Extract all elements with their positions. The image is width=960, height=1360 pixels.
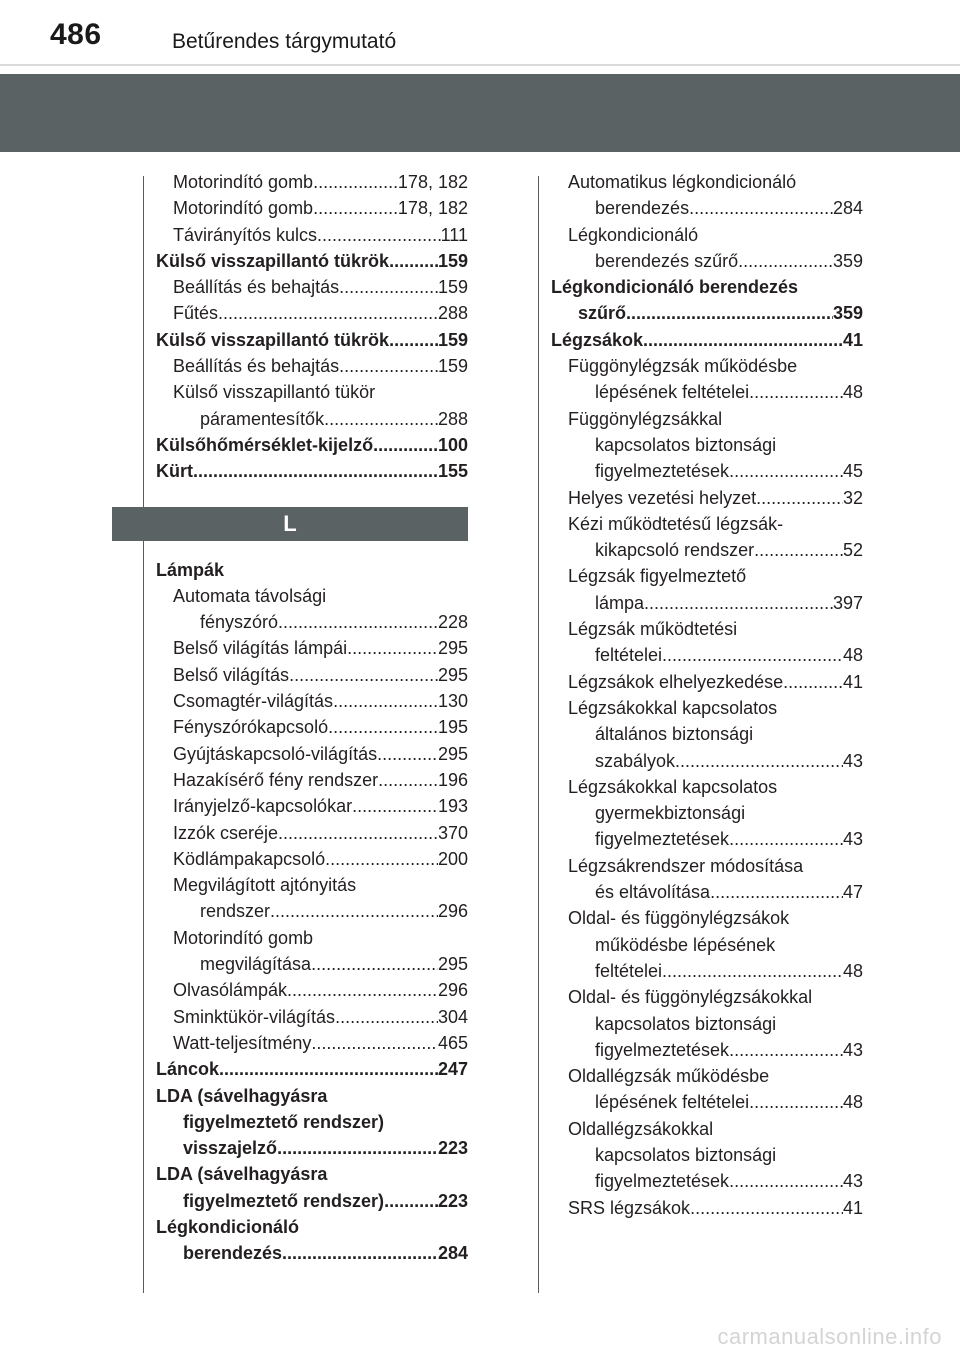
index-entry-page: 288 — [437, 408, 468, 429]
dot-leader — [335, 1004, 438, 1030]
index-entry — [156, 688, 468, 714]
index-entry-text: Külső visszapillantó tükör — [173, 382, 376, 403]
index-entry-page: 195 — [437, 717, 468, 738]
index-entry-text: rendszer — [200, 901, 271, 922]
index-entry-page: 295 — [437, 743, 468, 764]
index-entry — [156, 1083, 468, 1109]
middle-column-rule — [538, 176, 539, 1293]
index-entry — [551, 406, 863, 432]
index-entry-text: visszajelző — [183, 1138, 278, 1159]
index-entry — [156, 169, 468, 195]
index-entry-page: 159 — [437, 250, 468, 271]
index-entry — [156, 1188, 468, 1214]
index-entry — [156, 1240, 468, 1266]
index-entry-text: figyelmeztető rendszer) — [183, 1111, 385, 1132]
dot-leader — [749, 379, 843, 405]
index-entry-text: Csomagtér-világítás — [173, 691, 334, 712]
index-entry-text: Helyes vezetési helyzet — [568, 487, 757, 508]
index-entry-text: Légzsák működtetési — [568, 619, 738, 640]
index-entry — [551, 853, 863, 879]
index-entry — [551, 826, 863, 852]
dot-leader — [282, 1240, 438, 1266]
header-banner — [0, 74, 960, 152]
index-entry — [156, 300, 468, 326]
dot-leader — [352, 793, 438, 819]
index-entry — [156, 977, 468, 1003]
index-entry-page: 159 — [437, 277, 468, 298]
index-entry-text: páramentesítők — [200, 408, 325, 429]
index-entry — [156, 793, 468, 819]
index-entry-text: Sminktükör-világítás — [173, 1006, 336, 1027]
index-entry-text: Légzsákokkal kapcsolatos — [568, 697, 778, 718]
index-entry — [551, 1011, 863, 1037]
index-entry-page: 370 — [437, 822, 468, 843]
dot-leader — [754, 537, 843, 563]
dot-leader — [662, 958, 843, 984]
index-entry-text: Hazakísérő fény rendszer — [173, 769, 379, 790]
index-entry-text: Külső visszapillantó tükrök — [156, 329, 390, 350]
index-entry-text: működésbe lépésének — [595, 934, 776, 955]
index-entry — [551, 537, 863, 563]
index-entry — [156, 1214, 468, 1240]
index-entry — [551, 353, 863, 379]
index-entry-text: Légzsákok elhelyezkedése — [568, 671, 784, 692]
index-entry-text: Lámpák — [156, 559, 225, 580]
index-entry — [156, 432, 468, 458]
index-entry — [156, 379, 468, 405]
index-entry-page: 304 — [437, 1006, 468, 1027]
index-entry-page: 159 — [437, 356, 468, 377]
index-entry — [551, 721, 863, 747]
index-entry-page: 193 — [437, 796, 468, 817]
index-entry-page: 43 — [842, 750, 863, 771]
index-entry — [551, 379, 863, 405]
dot-leader — [384, 1188, 438, 1214]
index-entry — [551, 248, 863, 274]
index-entry-text: Beállítás és behajtás — [173, 356, 340, 377]
header-rule — [0, 64, 960, 66]
dot-leader — [389, 248, 438, 274]
index-entry-text: Motorindító gomb — [173, 172, 314, 192]
dot-leader — [278, 609, 438, 635]
index-entry-text: Légkondicionáló — [156, 1216, 300, 1237]
index-entry — [156, 1135, 468, 1161]
dot-leader — [756, 485, 843, 511]
index-entry-page: 41 — [842, 329, 863, 350]
index-entry — [156, 1056, 468, 1082]
index-entry-text: kikapcsoló rendszer — [595, 540, 755, 561]
dot-leader — [662, 642, 843, 668]
index-entry — [156, 274, 468, 300]
index-entry — [156, 820, 468, 846]
dot-leader — [729, 458, 843, 484]
index-entry — [156, 635, 468, 661]
index-entry-page: 130 — [437, 691, 468, 712]
index-entry-text: Belső világítás lámpái — [173, 638, 348, 659]
index-entry-page: 284 — [437, 1243, 468, 1264]
index-entry — [156, 248, 468, 274]
index-entry-text: Ködlámpakapcsoló — [173, 848, 326, 869]
index-entry-page: 111 — [440, 224, 468, 245]
index-entry-text: figyelmeztető rendszer) — [183, 1190, 385, 1211]
index-entry-page: 48 — [842, 382, 863, 403]
index-entry — [551, 169, 863, 195]
index-entry-text: Fűtés — [173, 303, 219, 324]
index-entry — [551, 563, 863, 589]
dot-leader — [377, 741, 438, 767]
index-entry-page: 43 — [842, 1171, 863, 1192]
index-entry-page: 223 — [437, 1190, 468, 1211]
index-entry-text: és eltávolítása — [595, 882, 711, 903]
index-entry — [156, 353, 468, 379]
index-entry-page: 41 — [842, 1197, 863, 1218]
index-entry — [551, 300, 863, 326]
index-entry-page: 178, 182 — [397, 198, 468, 219]
index-entry-text: Függönylégzsák működésbe — [568, 356, 798, 377]
index-entry — [156, 1109, 468, 1135]
index-entry-text: Légzsákokkal kapcsolatos — [568, 776, 778, 797]
index-entry-text: Külsőhőmérséklet-kijelző — [156, 434, 374, 455]
index-entry-text: Automatikus légkondicionáló — [568, 172, 797, 192]
index-group-k — [156, 169, 468, 485]
index-entry-text: LDA (sávelhagyásra — [156, 1164, 328, 1185]
index-entry-text: megvilágítása — [200, 954, 312, 975]
index-entry — [551, 748, 863, 774]
dot-leader — [313, 195, 398, 221]
dot-leader — [218, 300, 438, 326]
index-entry — [551, 1063, 863, 1089]
index-entry-text: figyelmeztetések — [595, 1171, 730, 1192]
dot-leader — [373, 432, 438, 458]
dot-leader — [710, 879, 843, 905]
index-entry — [156, 951, 468, 977]
index-entry-page: 178, 182 — [397, 172, 468, 192]
index-entry — [156, 1004, 468, 1030]
index-entry-text: Oldallégzsák működésbe — [568, 1066, 770, 1087]
dot-leader — [783, 669, 843, 695]
index-entry-text: Motorindító gomb — [173, 927, 314, 948]
dot-leader — [311, 1030, 438, 1056]
index-entry — [156, 583, 468, 609]
index-entry — [551, 669, 863, 695]
index-entry — [551, 958, 863, 984]
dot-leader — [644, 590, 833, 616]
watermark: carmanualsonline.info — [717, 1324, 942, 1349]
index-entry — [551, 1142, 863, 1168]
index-column-right — [551, 169, 863, 1221]
index-entry — [156, 195, 468, 221]
index-entry — [551, 274, 863, 300]
index-entry-text: Fényszórókapcsoló — [173, 717, 329, 738]
dot-leader — [193, 458, 438, 484]
index-entry-text: Függönylégzsákkal — [568, 408, 723, 429]
section-header-l: L — [112, 507, 468, 541]
index-entry-text: Kézi működtetésű légzsák- — [568, 513, 784, 534]
index-entry — [156, 714, 468, 740]
index-entry — [551, 642, 863, 668]
index-entry — [551, 1116, 863, 1142]
index-entry-page: 41 — [842, 671, 863, 692]
index-entry-text: Légzsákok — [551, 329, 644, 350]
index-entry-page: 465 — [437, 1032, 468, 1053]
index-entry-page: 359 — [832, 303, 863, 324]
index-entry-page: 288 — [437, 303, 468, 324]
dot-leader — [287, 977, 438, 1003]
dot-leader — [389, 327, 438, 353]
index-entry-text: Légkondicionáló — [568, 224, 699, 245]
dot-leader — [339, 274, 438, 300]
index-entry — [156, 1030, 468, 1056]
index-entry-text: kapcsolatos biztonsági — [595, 1144, 777, 1165]
index-entry — [551, 1037, 863, 1063]
index-entry — [551, 1195, 863, 1221]
index-group-l — [156, 557, 468, 1267]
dot-leader — [729, 826, 843, 852]
index-entry-page: 48 — [842, 645, 863, 666]
index-entry — [551, 1168, 863, 1194]
dot-leader — [729, 1168, 843, 1194]
index-entry-text: berendezés — [183, 1243, 283, 1264]
dot-leader — [324, 406, 438, 432]
index-entry-page: 359 — [832, 250, 863, 271]
index-entry — [156, 662, 468, 688]
index-entry — [551, 984, 863, 1010]
page-title: Betűrendes tárgymutató — [172, 30, 397, 53]
index-entry-text: lépésének feltételei — [595, 382, 750, 403]
index-entry-text: figyelmeztetések — [595, 461, 730, 482]
index-entry — [551, 511, 863, 537]
index-entry — [156, 898, 468, 924]
index-entry-text: Izzók cseréje — [173, 822, 279, 843]
dot-leader — [311, 951, 438, 977]
index-entry-page: 247 — [437, 1059, 468, 1080]
dot-leader — [689, 195, 833, 221]
index-entry-text: Belső világítás — [173, 664, 290, 685]
index-entry-text: Kürt — [156, 461, 193, 482]
index-entry-text: Irányjelző-kapcsolókar — [173, 796, 353, 817]
index-entry-text: figyelmeztetések — [595, 829, 730, 850]
index-entry — [551, 879, 863, 905]
index-entry — [156, 846, 468, 872]
index-entry-text: lépésének feltételei — [595, 1092, 750, 1113]
index-entry-text: kapcsolatos biztonsági — [595, 1013, 777, 1034]
index-entry-page: 100 — [437, 434, 468, 455]
index-entry-page: 223 — [437, 1138, 468, 1159]
index-entry-text: kapcsolatos biztonsági — [595, 434, 777, 455]
index-entry-text: Beállítás és behajtás — [173, 277, 340, 298]
index-entry-page: 295 — [437, 664, 468, 685]
dot-leader — [277, 1135, 438, 1161]
dot-leader — [313, 169, 398, 195]
index-entry-text: Olvasólámpák — [173, 980, 288, 1001]
index-entry-text: Oldallégzsákokkal — [568, 1118, 714, 1139]
index-entry-page: 228 — [437, 612, 468, 633]
index-entry-page: 284 — [832, 198, 863, 219]
index-entry-page: 52 — [842, 540, 863, 561]
index-entry-text: gyermekbiztonsági — [595, 803, 746, 824]
index-entry-page: 45 — [842, 461, 863, 482]
index-entry — [156, 1161, 468, 1187]
index-entry — [551, 485, 863, 511]
index-entry-text: szűrő — [578, 303, 627, 324]
dot-leader — [675, 748, 843, 774]
index-entry-page: 295 — [437, 638, 468, 659]
page-number: 486 — [50, 18, 102, 51]
index-entry-text: Automata távolsági — [173, 585, 327, 606]
index-entry-text: SRS légzsákok — [568, 1197, 691, 1218]
index-entry — [551, 695, 863, 721]
index-entry-text: Külső visszapillantó tükrök — [156, 250, 390, 271]
dot-leader — [317, 222, 441, 248]
dot-leader — [333, 688, 438, 714]
index-entry — [551, 616, 863, 642]
dot-leader — [643, 327, 843, 353]
index-entry-text: Légkondicionáló berendezés — [551, 277, 799, 298]
dot-leader — [278, 820, 438, 846]
index-entry — [156, 458, 468, 484]
index-entry — [551, 1089, 863, 1115]
index-entry-page: 397 — [832, 592, 863, 613]
index-entry-text: Oldal- és függönylégzsákokkal — [568, 987, 813, 1008]
index-entry-text: Gyújtáskapcsoló-világítás — [173, 743, 378, 764]
index-entry — [156, 406, 468, 432]
dot-leader — [626, 300, 833, 326]
dot-leader — [729, 1037, 843, 1063]
index-entry-page: 295 — [437, 954, 468, 975]
index-entry-page: 159 — [437, 329, 468, 350]
index-entry — [551, 432, 863, 458]
left-column-rule — [143, 176, 144, 1293]
index-entry-text: feltételei — [595, 960, 663, 981]
index-entry — [156, 557, 468, 583]
index-entry — [551, 458, 863, 484]
index-entry-text: Oldal- és függönylégzsákok — [568, 908, 790, 929]
dot-leader — [347, 635, 438, 661]
index-entry-page: 48 — [842, 1092, 863, 1113]
index-entry-text: figyelmeztetések — [595, 1039, 730, 1060]
index-entry-text: Láncok — [156, 1059, 220, 1080]
index-entry-text: általános biztonsági — [595, 724, 754, 745]
index-entry — [551, 327, 863, 353]
index-entry-text: szabályok — [595, 750, 676, 771]
index-entry — [551, 774, 863, 800]
dot-leader — [270, 898, 438, 924]
dot-leader — [328, 714, 438, 740]
index-entry-text: feltételei — [595, 645, 663, 666]
index-entry — [156, 925, 468, 951]
index-entry-text: LDA (sávelhagyásra — [156, 1085, 328, 1106]
dot-leader — [738, 248, 833, 274]
index-entry-page: 43 — [842, 829, 863, 850]
index-entry — [156, 609, 468, 635]
index-entry-page: 155 — [437, 461, 468, 482]
index-entry-text: berendezés — [595, 198, 690, 219]
index-entry-text: Motorindító gomb — [173, 198, 314, 219]
dot-leader — [690, 1195, 843, 1221]
index-entry-text: Légzsákrendszer módosítása — [568, 855, 804, 876]
index-entry-text: lámpa — [595, 592, 645, 613]
index-entry — [551, 222, 863, 248]
index-entry — [551, 590, 863, 616]
index-entry — [551, 195, 863, 221]
index-entry-text: Watt-teljesítmény — [173, 1032, 312, 1053]
index-group-l-continued — [551, 169, 863, 1221]
dot-leader — [749, 1089, 843, 1115]
index-entry — [156, 767, 468, 793]
dot-leader — [289, 662, 438, 688]
dot-leader — [339, 353, 438, 379]
index-entry-page: 43 — [842, 1039, 863, 1060]
index-entry — [156, 327, 468, 353]
index-entry-text: Megvilágított ajtónyitás — [173, 875, 357, 896]
page-header — [0, 0, 960, 66]
index-column-left — [156, 169, 468, 1267]
index-entry-page: 296 — [437, 980, 468, 1001]
index-entry — [551, 800, 863, 826]
index-entry-text: fényszóró — [200, 612, 279, 633]
dot-leader — [219, 1056, 438, 1082]
index-entry-page: 200 — [437, 848, 468, 869]
index-entry-page: 47 — [842, 882, 863, 903]
index-entry-page: 296 — [437, 901, 468, 922]
index-entry — [156, 741, 468, 767]
index-entry-text: Légzsák figyelmeztető — [568, 566, 747, 587]
index-entry-page: 48 — [842, 960, 863, 981]
index-entry — [551, 905, 863, 931]
index-entry-text: berendezés szűrő — [595, 250, 739, 271]
dot-leader — [325, 846, 438, 872]
index-entry-page: 196 — [437, 769, 468, 790]
index-entry — [551, 932, 863, 958]
index-entry — [156, 872, 468, 898]
index-entry-text: Távirányítós kulcs — [173, 224, 318, 245]
dot-leader — [378, 767, 438, 793]
index-entry — [156, 222, 468, 248]
index-entry-page: 32 — [842, 487, 863, 508]
